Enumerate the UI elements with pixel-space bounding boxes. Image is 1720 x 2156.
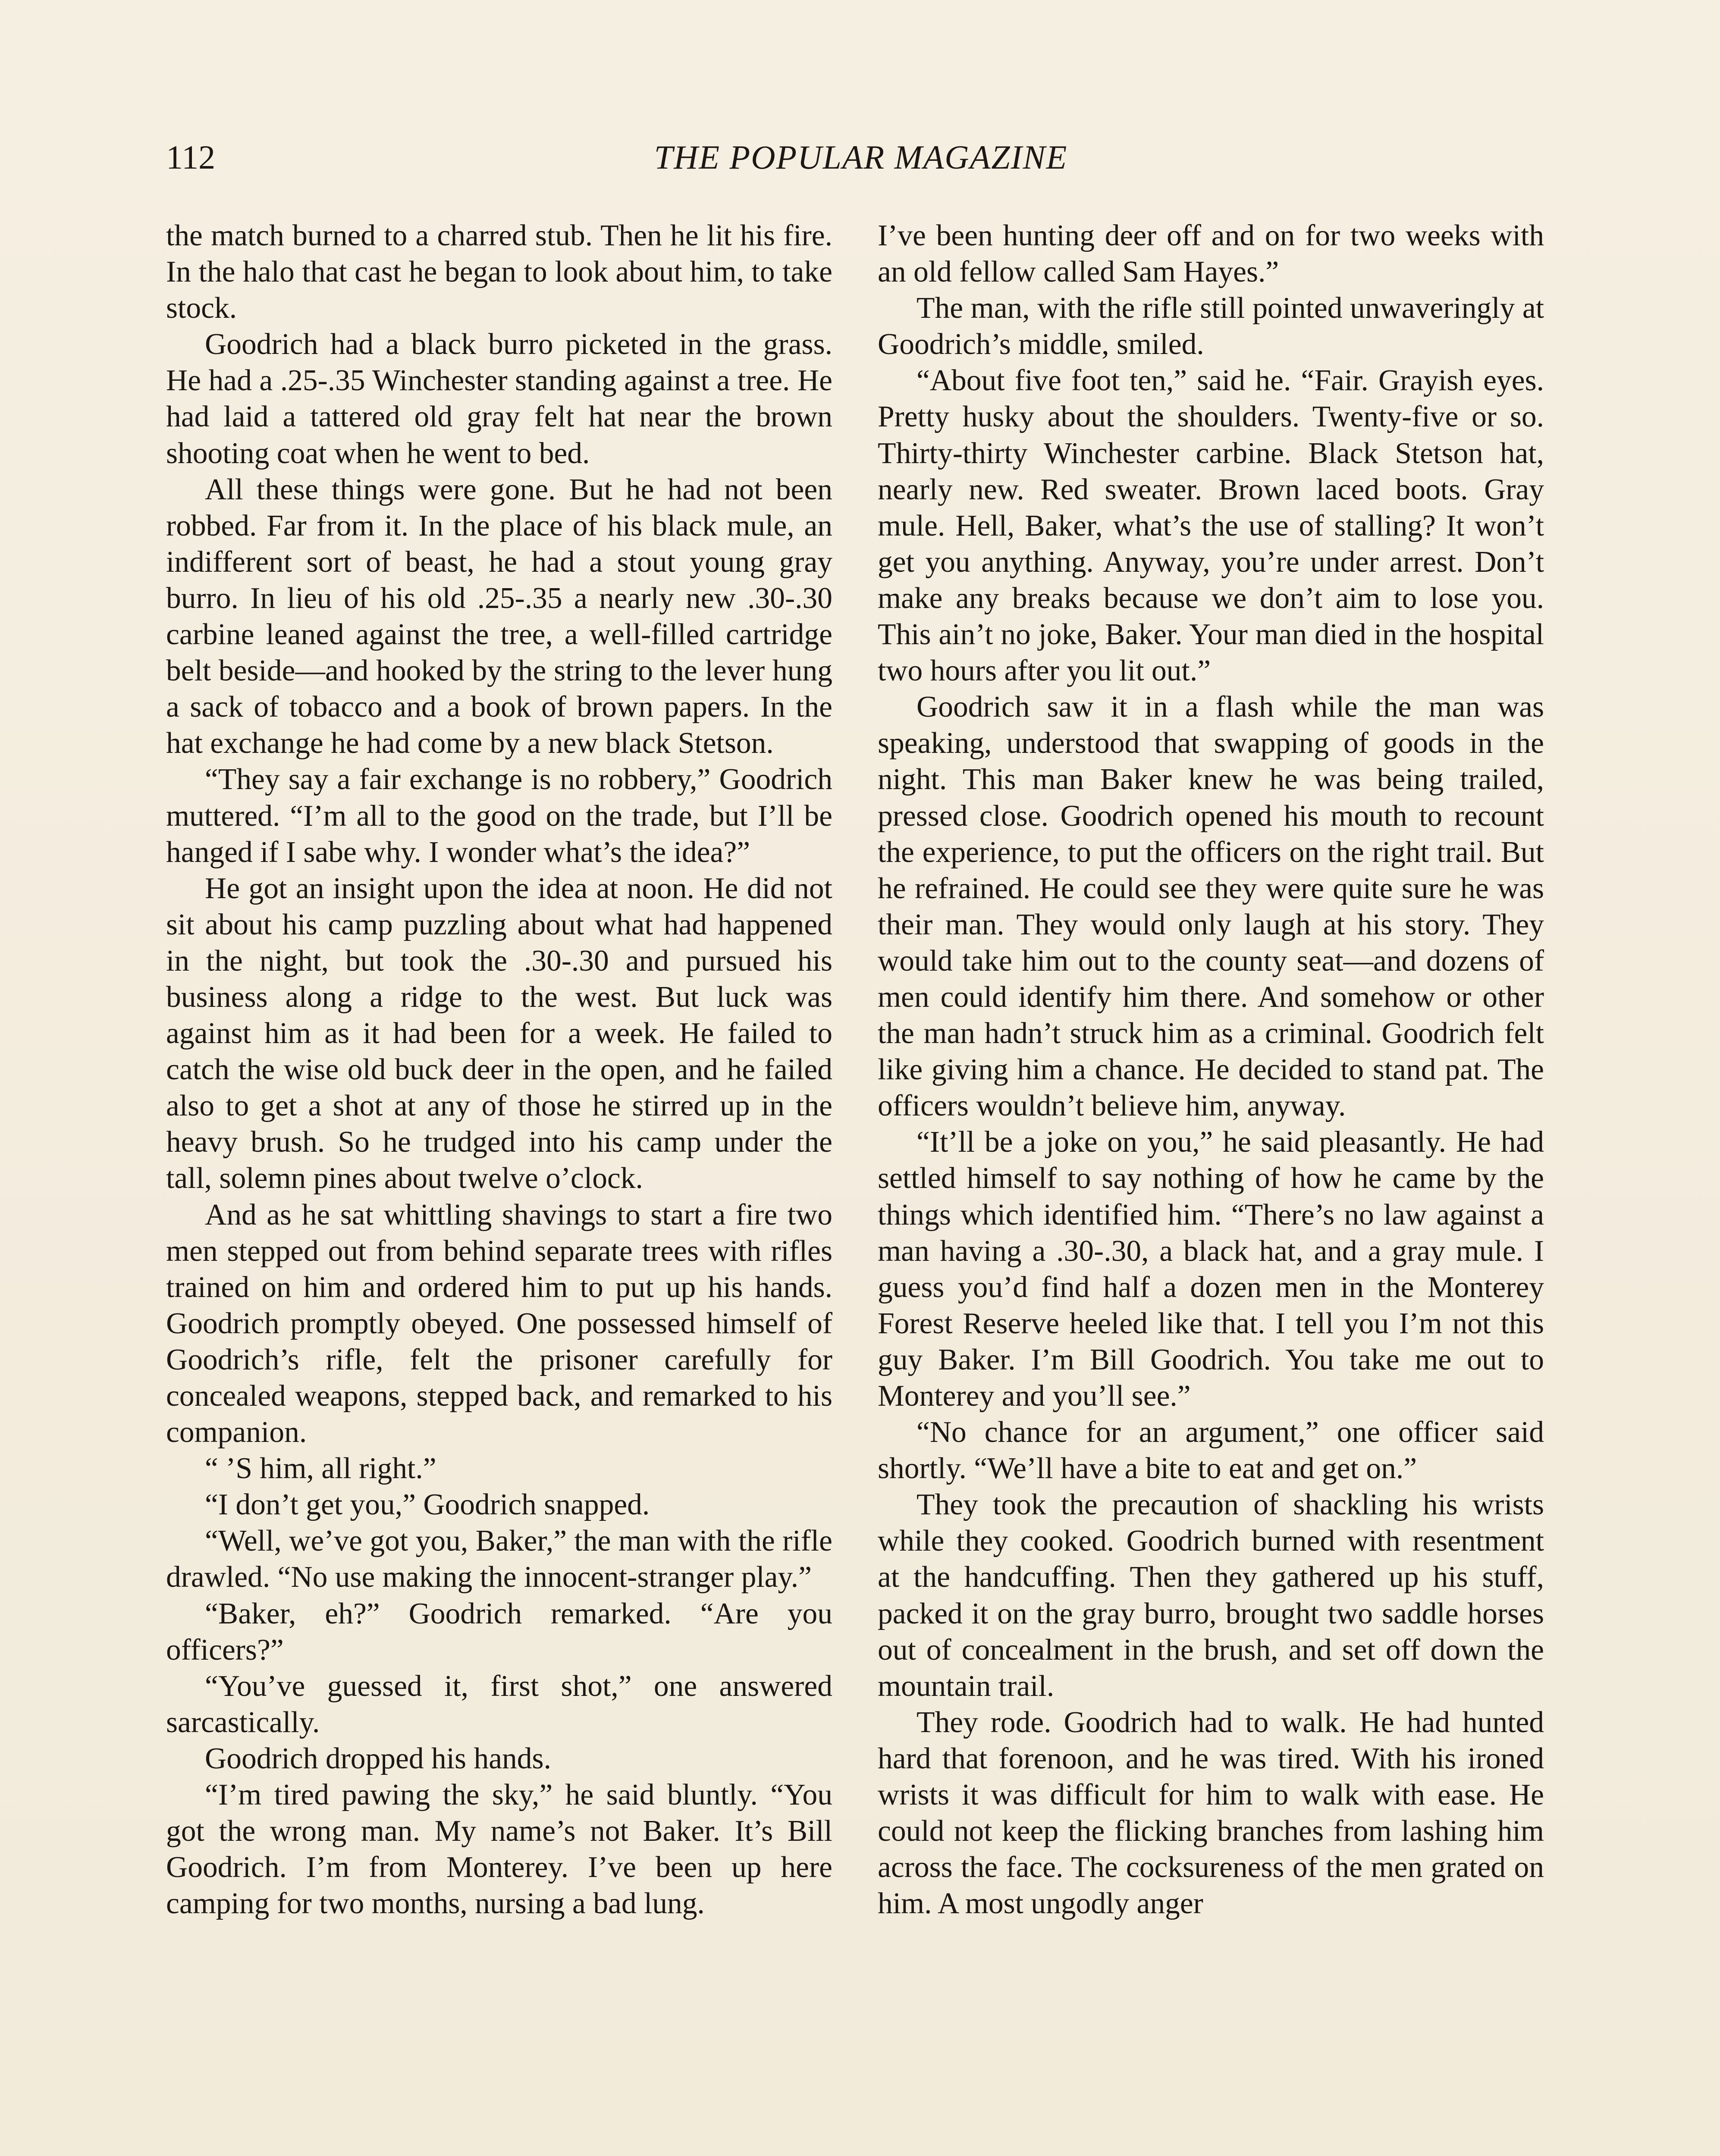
page-header [166, 136, 1556, 188]
paragraph: They rode. Goodrich had to walk. He had hunted hard that forenoon, and he was tired. With his ironed wrists it was difficult for him to walk with ease. He could not keep the flicking branches from lashing him across the face. The cocksureness of the men grated on him. A most ungodly anger [878, 1705, 1544, 1921]
paragraph: Goodrich dropped his hands. [205, 1742, 551, 1775]
right-column [878, 218, 1544, 1922]
paragraph: And as he sat whittling shavings to start a fire two men stepped out from behind separate trees with rifles trained on him and ordered him to put up his hands. Goodrich promptly obeyed. One possessed himself of Goodrich’s rifle, felt the prisoner carefully for concealed weapons, stepped back, and remarked to his companion. [166, 1198, 832, 1449]
paragraph: I’ve been hunting deer off and on for two weeks with an old fellow called Sam Hayes.” [878, 219, 1544, 289]
paragraph: “You’ve guessed it, first shot,” one answered sarcastically. [166, 1669, 832, 1739]
paragraph: “About five foot ten,” said he. “Fair. Grayish eyes. Pretty husky about the shoulders. Twenty-five or so. Thirty-thirty Winchester carbine. Black Stetson hat, nearly new. Red sweater. Brown laced boots. Gray mule. Hell, Baker, what’s the use of stalling? It won’t get you anything. Anyway, you’re under arrest. Don’t make any breaks because we don’t aim to lose you. This ain’t no joke, Baker. Your man died in the hospital two hours after you lit out.” [878, 364, 1544, 688]
paragraph: Goodrich had a black burro picketed in the grass. He had a .25-.35 Winchester standing against a tree. He had laid a tattered old gray felt hat near the brown shooting coat when he went to bed. [166, 328, 832, 470]
running-title: THE POPULAR MAGAZINE [654, 138, 1068, 176]
paragraph: “I don’t get you,” Goodrich snapped. [205, 1488, 650, 1522]
paragraph: Goodrich saw it in a flash while the man was speaking, understood that swapping of goods in the night. This man Baker knew he was being trailed, pressed close. Goodrich opened his mouth to recount the experience, to put the officers on the right trail. But he refrained. He could see they were quite sure he was their man. They would only laugh at his story. They would take him out to the county seat—and dozens of men could identify him there. And somehow or other the man hadn’t struck him as a criminal. Goodrich felt like giving him a chance. He decided to stand pat. The officers wouldn’t believe him, anyway. [878, 690, 1544, 1123]
left-column [166, 218, 832, 1922]
paragraph: “Baker, eh?” Goodrich remarked. “Are you officers?” [166, 1597, 832, 1667]
paragraph: “ ’S him, all right.” [205, 1452, 436, 1485]
paragraph: The man, with the rifle still pointed unwaveringly at Goodrich’s middle, smiled. [878, 291, 1544, 361]
paragraph: “I’m tired pawing the sky,” he said bluntly. “You got the wrong man. My name’s not Baker. It’s Bill Goodrich. I’m from Monterey. I’ve been up here camping for two months, nursing a bad lung. [166, 1778, 832, 1921]
paragraph: the match burned to a charred stub. Then he lit his fire. In the halo that cast he began to look about him, to take stock. [166, 219, 832, 325]
paragraph: “No chance for an argument,” one officer said shortly. “We’ll have a bite to eat and get on.” [878, 1416, 1544, 1485]
paragraph: “They say a fair exchange is no robbery,” Goodrich muttered. “I’m all to the good on the trade, but I’ll be hanged if I sabe why. I wonder what’s the idea?” [166, 763, 832, 869]
paragraph: They took the precaution of shackling his wrists while they cooked. Goodrich burned with resentment at the handcuffing. Then they gathered up his stuff, packed it on the gray burro, brought two saddle horses out of concealment in the brush, and set off down the mountain trail. [878, 1488, 1544, 1703]
paragraph: “Well, we’ve got you, Baker,” the man with the rifle drawled. “No use making the innocent-stranger play.” [166, 1524, 832, 1594]
paragraph: “It’ll be a joke on you,” he said pleasantly. He had settled himself to say nothing of how he came by the things which identified him. “There’s no law against a man having a .30-.30, a black hat, and a gray mule. I guess you’d find half a dozen men in the Monterey Forest Reserve heeled like that. I tell you I’m not this guy Baker. I’m Bill Goodrich. You take me out to Monterey and you’ll see.” [878, 1125, 1544, 1413]
paragraph: All these things were gone. But he had not been robbed. Far from it. In the place of his black mule, an indifferent sort of beast, he had a stout young gray burro. In lieu of his old .25-.35 a nearly new .30-.30 carbine leaned against the tree, a well-filled cartridge belt beside—and hooked by the string to the lever hung a sack of tobacco and a book of brown papers. In the hat exchange he had come by a new black Stetson. [166, 473, 832, 760]
page-number: 112 [166, 138, 216, 176]
paragraph: He got an insight upon the idea at noon. He did not sit about his camp puzzling about what had happened in the night, but took the .30-.30 and pursued his business along a ridge to the west. But luck was against him as it had been for a week. He failed to catch the wise old buck deer in the open, and he failed also to get a shot at any of those he stirred up in the heavy brush. So he trudged into his camp under the tall, solemn pines about twelve o’clock. [166, 871, 832, 1195]
